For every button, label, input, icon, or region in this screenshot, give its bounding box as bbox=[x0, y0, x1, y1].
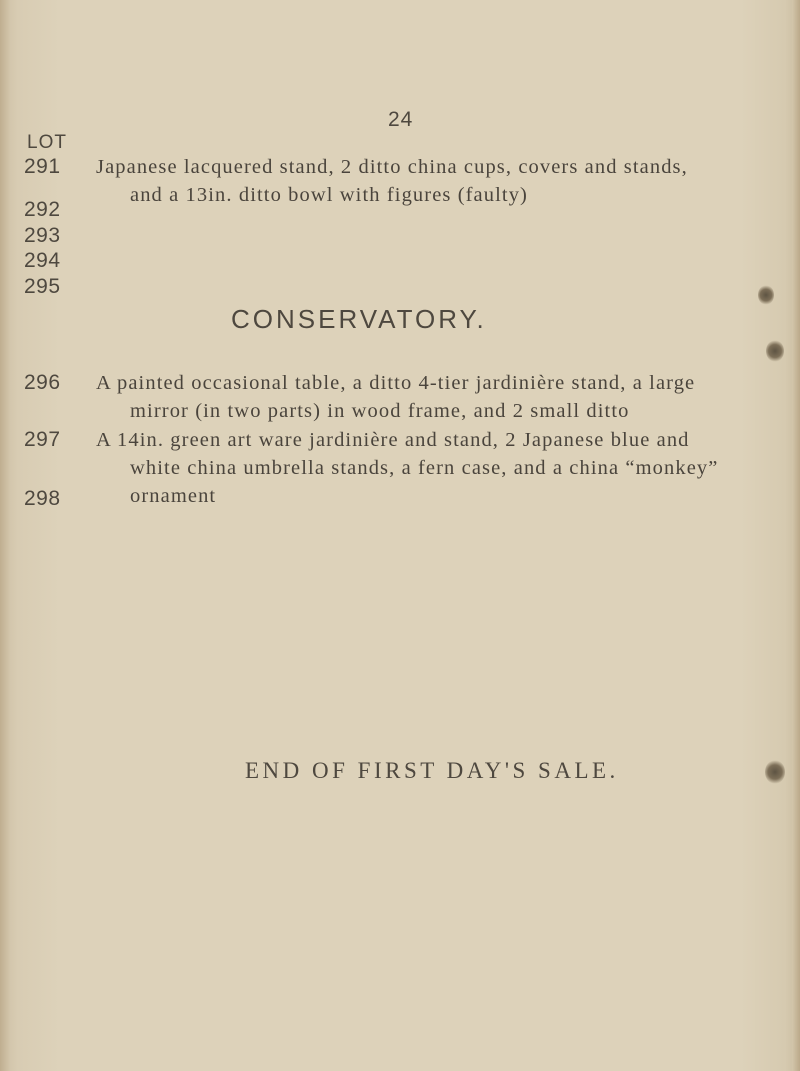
lot-number: 297 bbox=[24, 428, 61, 451]
lot-column-header: LOT bbox=[27, 132, 67, 153]
lot-number: 291 bbox=[24, 155, 61, 178]
section-title: CONSERVATORY. bbox=[231, 304, 487, 334]
lot-description bbox=[96, 369, 696, 425]
lot-number: 292 bbox=[24, 198, 61, 221]
lot-number: 298 bbox=[24, 487, 61, 510]
lot-description-line: A painted occasional table, a ditto 4-tier jardinière stand, a large bbox=[96, 372, 696, 394]
page-left-edge bbox=[0, 0, 10, 1071]
end-of-sale-title: END OF FIRST DAY'S SALE. bbox=[245, 758, 619, 783]
lot-number: 294 bbox=[24, 249, 61, 272]
page-number: 24 bbox=[388, 108, 414, 131]
foxing-spot bbox=[758, 285, 774, 305]
lot-description-line: white china umbrella stands, a fern case, and a china “monkey” bbox=[130, 457, 719, 479]
foxing-spot bbox=[765, 760, 785, 784]
lot-description-line: A 14in. green art ware jardinière and stand, 2 Japanese blue and bbox=[96, 429, 690, 451]
lot-description-line: and a 13in. ditto bowl with figures (faulty) bbox=[130, 184, 528, 206]
lot-description bbox=[96, 426, 719, 510]
lot-number: 296 bbox=[24, 371, 61, 394]
lot-description-line: ornament bbox=[130, 485, 217, 507]
page-right-edge bbox=[792, 0, 800, 1071]
foxing-spot bbox=[766, 340, 784, 362]
lot-description bbox=[96, 153, 686, 209]
lot-number: 293 bbox=[24, 224, 61, 247]
lot-number: 295 bbox=[24, 275, 61, 298]
lot-description-line: mirror (in two parts) in wood frame, and 2 small ditto bbox=[130, 400, 630, 422]
lot-description-line: Japanese lacquered stand, 2 ditto china cups, covers and stands, bbox=[96, 156, 688, 178]
